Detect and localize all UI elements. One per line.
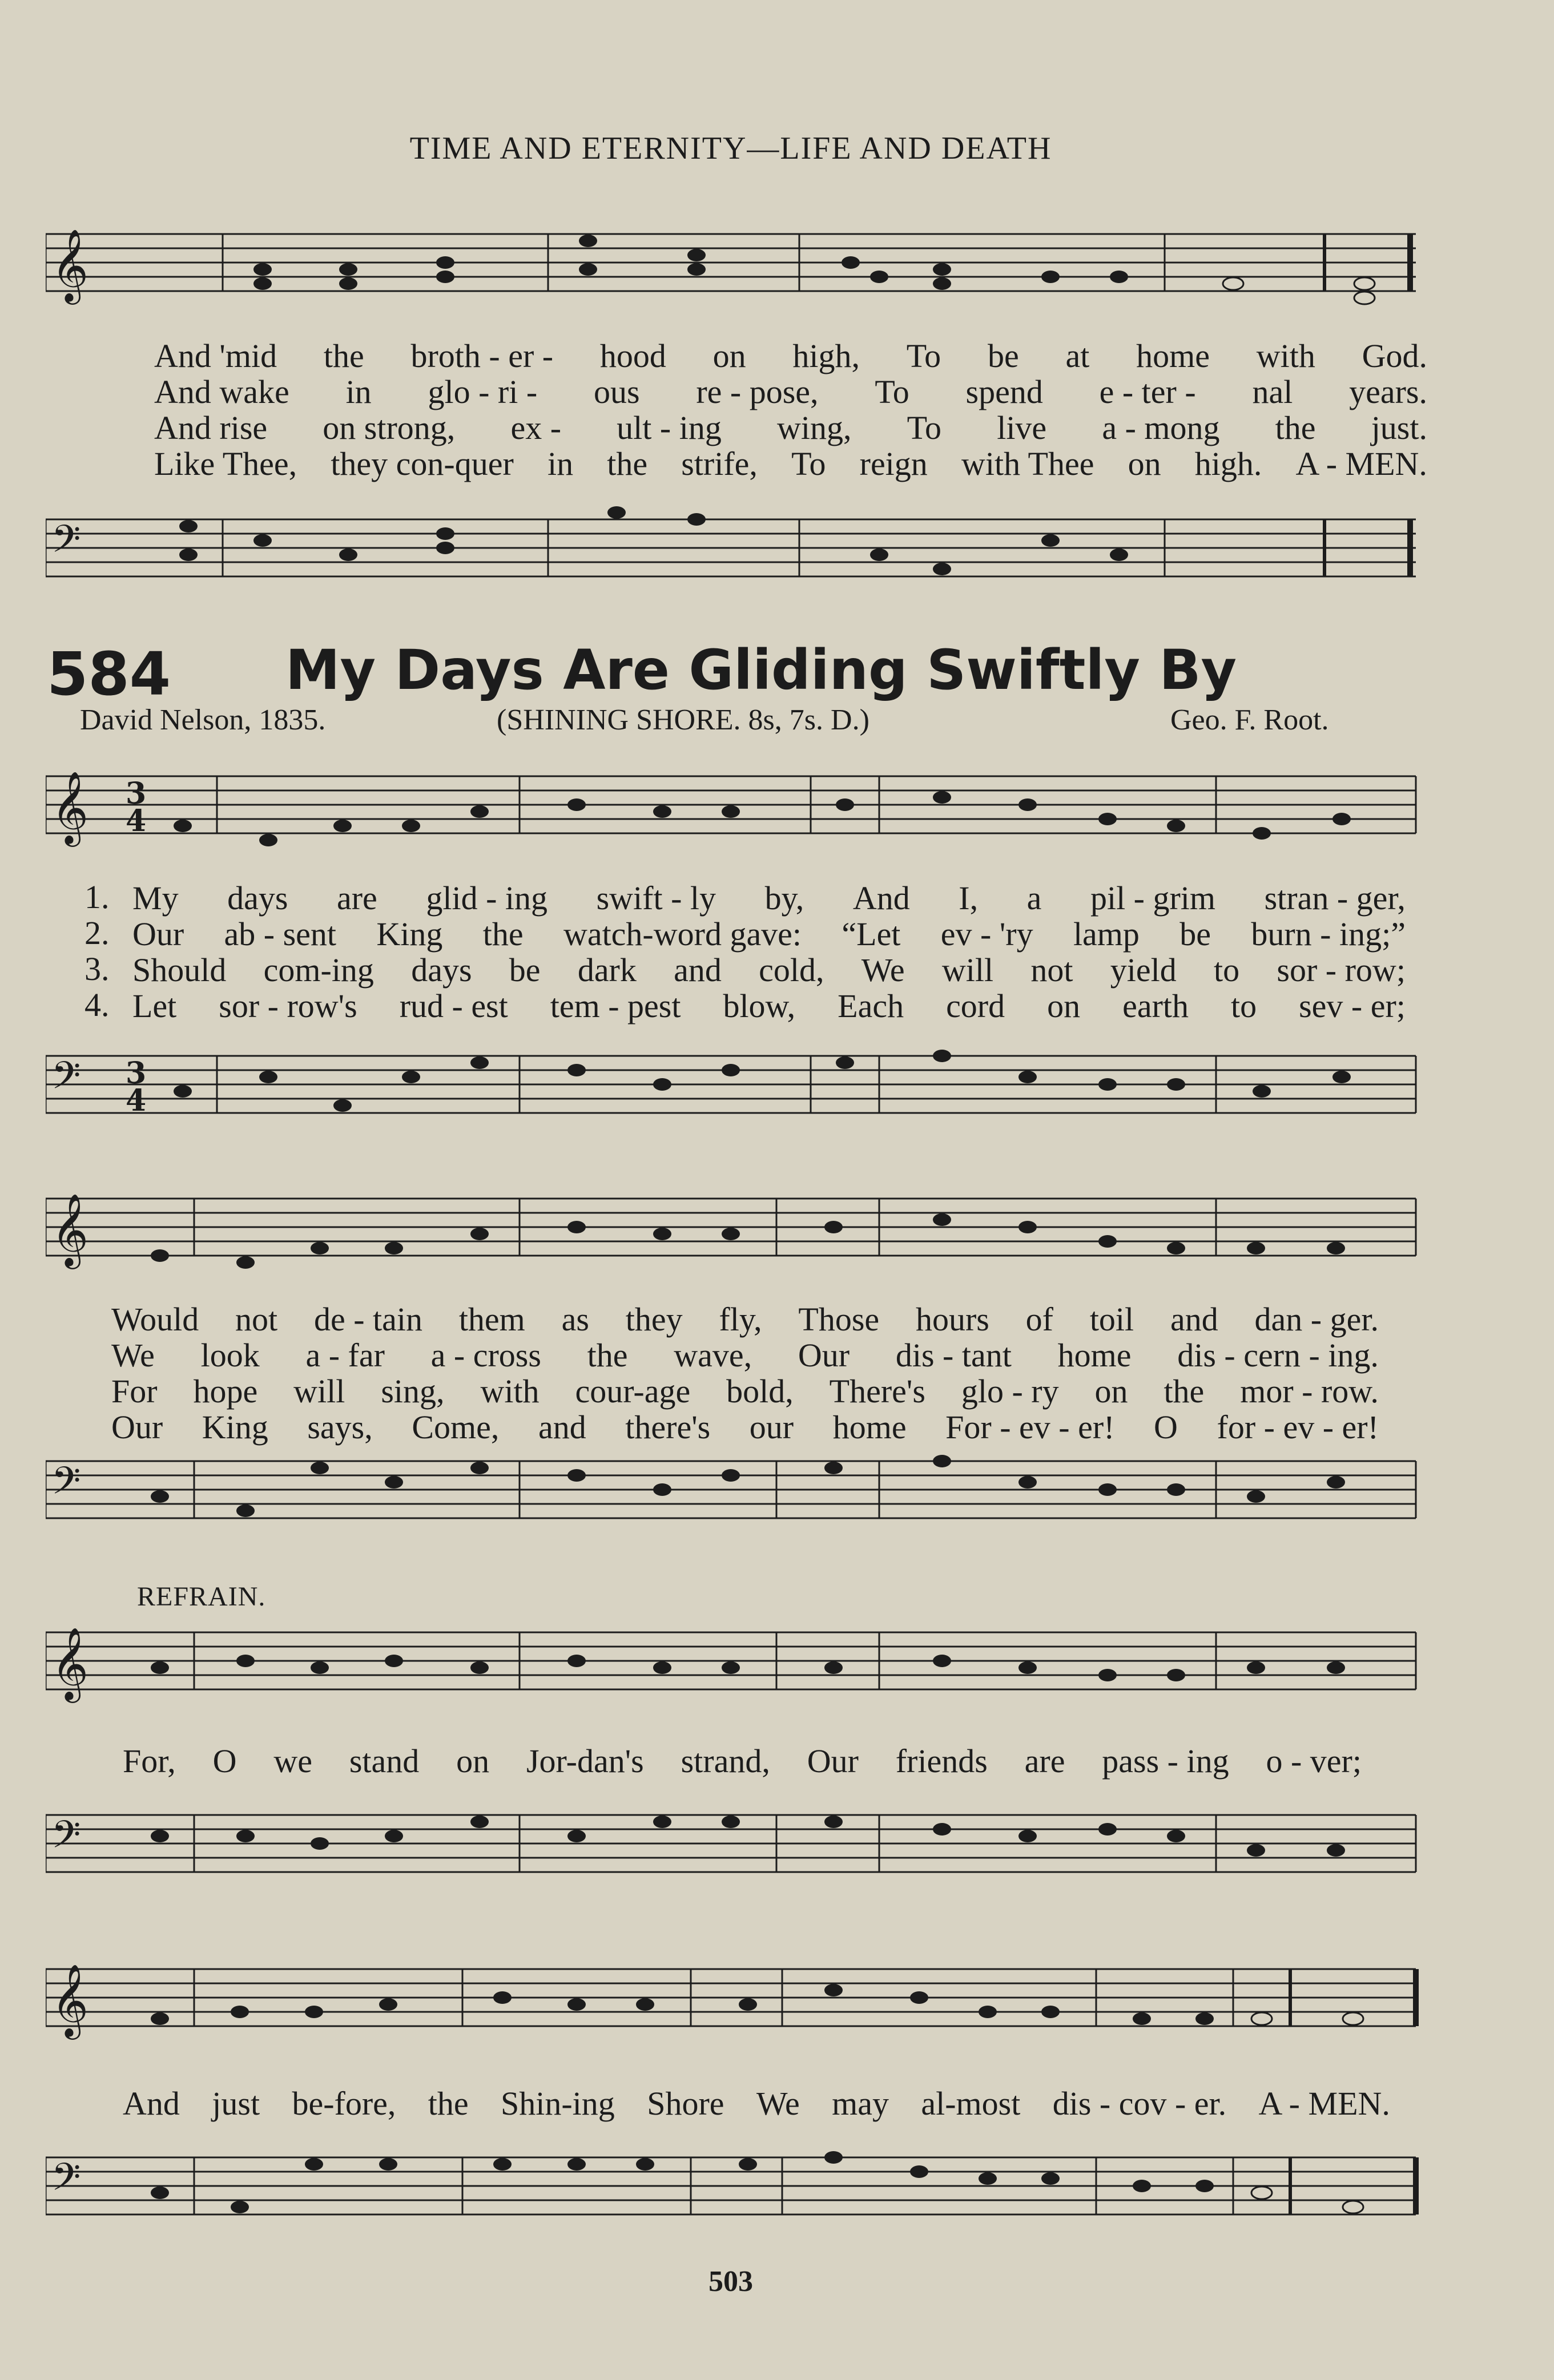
lyric-word: our	[749, 1409, 794, 1446]
lyric-word: I,	[959, 880, 979, 917]
lyric-word: cour-age	[575, 1373, 691, 1410]
refrain-bass-svg-1	[46, 1792, 1427, 1906]
svg-text:𝄞: 𝄞	[51, 1963, 89, 2036]
lyric-word: in	[547, 445, 574, 482]
lyric-word: the	[323, 337, 364, 374]
lyric-word: Our	[132, 915, 184, 953]
lyric-word: a	[1026, 880, 1042, 917]
lyric-word: Shin-ing	[501, 2085, 615, 2122]
svg-text:4: 4	[126, 1083, 147, 1118]
lyric-word: and	[674, 951, 722, 989]
lyric-word: look	[200, 1337, 260, 1374]
lyric-word: a - cross	[430, 1337, 541, 1374]
verse-3-line-b	[111, 1372, 1379, 1408]
lyric-word: And	[123, 2085, 180, 2122]
prev-hymn-lyrics	[154, 337, 1427, 481]
lyric-word: we	[273, 1742, 312, 1780]
lyric-word: reign	[859, 445, 928, 482]
prev-lyric-line-2	[154, 373, 1427, 409]
lyric-word: yield	[1110, 951, 1177, 989]
verse-number: 2.	[84, 914, 110, 951]
svg-text:𝄞: 𝄞	[51, 1193, 89, 1266]
lyric-word: at	[1065, 337, 1090, 374]
lyric-word: O	[1154, 1409, 1178, 1446]
lyric-word: as	[561, 1301, 589, 1338]
svg-text:𝄞: 𝄞	[51, 1627, 89, 1700]
lyric-word: on strong,	[323, 409, 456, 446]
hymn-number: 584	[47, 639, 171, 709]
system1-bass-svg	[46, 1033, 1427, 1153]
lyric-word: be	[987, 337, 1019, 374]
lyric-word: be-fore,	[292, 2085, 396, 2122]
lyric-word: Each	[838, 987, 904, 1024]
lyric-word: on	[456, 1742, 490, 1780]
lyric-word: Shore	[647, 2085, 724, 2122]
lyric-word: e - ter -	[1099, 373, 1196, 410]
lyric-word: just	[212, 2085, 260, 2122]
lyric-word: they con-quer	[331, 445, 514, 482]
prev-lyric-line-3	[154, 409, 1427, 445]
lyric-word: cord	[946, 987, 1005, 1024]
lyric-word: hope	[193, 1373, 258, 1410]
lyric-word: not	[1030, 951, 1073, 989]
lyric-word: the	[428, 2085, 469, 2122]
prev-treble-staff	[46, 223, 1427, 320]
system2-lyrics	[111, 1300, 1379, 1444]
svg-text:𝄢: 𝄢	[51, 1459, 81, 1512]
lyric-word: a - far	[305, 1337, 385, 1374]
lyric-word: watch-word gave:	[563, 915, 802, 953]
lyric-word: And rise	[154, 409, 268, 446]
lyric-word: will	[293, 1373, 345, 1410]
lyric-word: on	[1047, 987, 1081, 1024]
lyric-word: swift - ly	[596, 880, 716, 917]
lyric-word: For	[111, 1373, 158, 1410]
verse-number: 1.	[84, 878, 110, 915]
lyric-word: days	[411, 951, 472, 989]
lyric-word: strand,	[681, 1742, 770, 1780]
hymn-title: My Days Are Gliding Swiftly By	[285, 638, 1237, 702]
lyric-word: sor - row;	[1277, 951, 1406, 989]
lyric-word: And 'mid	[154, 337, 277, 374]
lyric-word: tem - pest	[550, 987, 681, 1024]
lyric-word: of	[1025, 1301, 1053, 1338]
lyric-word: them	[458, 1301, 525, 1338]
svg-text:3: 3	[126, 776, 147, 811]
refrain-label: REFRAIN.	[137, 1582, 266, 1612]
lyric-word: We	[756, 2085, 800, 2122]
lyric-word: de - tain	[313, 1301, 422, 1338]
lyric-word: be	[1179, 915, 1211, 953]
lyric-word: And wake	[154, 373, 289, 410]
lyric-word: lamp	[1073, 915, 1140, 953]
lyric-word: pass - ing	[1102, 1742, 1229, 1780]
system2-treble-staff	[46, 1181, 1427, 1284]
lyric-word: the	[587, 1337, 628, 1374]
lyric-word: will	[941, 951, 994, 989]
lyric-word: dis - cern - ing.	[1177, 1337, 1379, 1374]
refrain-treble-svg-2	[46, 1952, 1427, 2055]
lyric-word: with Thee	[961, 445, 1094, 482]
lyric-word: high.	[1194, 445, 1262, 482]
page-number: 503	[708, 2265, 753, 2298]
lyric-word: to	[1231, 987, 1257, 1024]
system1-treble-svg	[46, 759, 1427, 862]
lyric-word: Jor-dan's	[526, 1742, 644, 1780]
lyric-word: there's	[625, 1409, 711, 1446]
system1-bass-staff	[46, 1033, 1427, 1153]
lyric-word: by,	[764, 880, 804, 917]
lyric-word: For - ev - er!	[945, 1409, 1115, 1446]
lyric-word: And	[852, 880, 910, 917]
svg-text:𝄢: 𝄢	[51, 517, 81, 570]
lyric-word: To	[906, 337, 941, 374]
lyric-word: To	[791, 445, 826, 482]
prev-treble-staff-svg	[46, 223, 1427, 320]
lyric-word: fly,	[719, 1301, 762, 1338]
svg-text:𝄞: 𝄞	[51, 228, 89, 301]
refrain-treble-staff-2	[46, 1952, 1427, 2055]
lyric-word: sor - row's	[219, 987, 357, 1024]
svg-text:𝄢: 𝄢	[51, 2155, 81, 2208]
lyric-word: God.	[1362, 337, 1427, 374]
lyric-word: blow,	[723, 987, 796, 1024]
lyric-word: sev - er;	[1299, 987, 1406, 1024]
hymn-composer: Geo. F. Root.	[1170, 704, 1329, 736]
refrain-lyrics-2	[123, 2084, 1390, 2123]
lyric-word: rud - est	[399, 987, 508, 1024]
lyric-word: Should	[132, 951, 227, 989]
lyric-word: al-most	[921, 2085, 1021, 2122]
lyric-word: King	[202, 1409, 268, 1446]
lyric-word: Come,	[412, 1409, 500, 1446]
lyric-word: live	[997, 409, 1047, 446]
tune-name: (SHINING SHORE. 8s, 7s. D.)	[497, 704, 869, 736]
svg-text:4: 4	[126, 804, 147, 838]
lyric-word: the	[1164, 1373, 1205, 1410]
lyric-word: in	[345, 373, 372, 410]
lyric-word: friends	[895, 1742, 988, 1780]
system2-bass-svg	[46, 1438, 1427, 1558]
hymn-author: David Nelson, 1835.	[80, 704, 326, 736]
system1-treble-staff	[46, 759, 1427, 862]
lyric-word: dis - cov - er.	[1052, 2085, 1227, 2122]
lyric-word: bold,	[726, 1373, 794, 1410]
lyric-word: To	[875, 373, 909, 410]
lyric-word: to	[1214, 951, 1240, 989]
lyric-word: re - pose,	[696, 373, 819, 410]
lyric-word: wing,	[777, 409, 852, 446]
lyric-word: glo - ri -	[428, 373, 538, 410]
lyric-word: ous	[593, 373, 640, 410]
lyric-word: To	[907, 409, 942, 446]
lyric-word: Let	[132, 987, 177, 1024]
refrain-bass-staff-2	[46, 2135, 1427, 2249]
lyric-word: says,	[307, 1409, 373, 1446]
lyric-word: the	[607, 445, 648, 482]
lyric-word: Our	[798, 1337, 850, 1374]
lyric-word: and	[1170, 1301, 1218, 1338]
lyric-word: be	[509, 951, 541, 989]
lyric-word: stand	[349, 1742, 420, 1780]
lyric-word: for - ev - er!	[1217, 1409, 1379, 1446]
lyric-word: years.	[1349, 373, 1427, 410]
lyric-word: are	[337, 880, 377, 917]
lyric-word: dark	[577, 951, 637, 989]
lyric-word: o - ver;	[1266, 1742, 1362, 1780]
prev-bass-staff	[46, 502, 1427, 599]
lyric-word: dan - ger.	[1254, 1301, 1379, 1338]
lyric-word: with	[480, 1373, 540, 1410]
lyric-word: For,	[123, 1742, 176, 1780]
lyric-word: and	[538, 1409, 586, 1446]
lyric-word: mor - row.	[1240, 1373, 1379, 1410]
lyric-word: a - mong	[1102, 409, 1220, 446]
svg-text:3: 3	[126, 1056, 147, 1091]
verse-1-line-a	[132, 879, 1406, 915]
lyric-word: stran - ger,	[1264, 880, 1406, 917]
verse-number: 4.	[84, 986, 110, 1023]
lyric-word: they	[625, 1301, 683, 1338]
lyric-word: with	[1256, 337, 1315, 374]
lyric-word: on	[712, 337, 746, 374]
lyric-word: home	[1136, 337, 1210, 374]
running-head: TIME AND ETERNITY—LIFE AND DEATH	[409, 131, 1052, 166]
prev-bass-staff-svg	[46, 502, 1427, 599]
lyric-word: We	[111, 1337, 155, 1374]
system2-bass-staff	[46, 1438, 1427, 1558]
lyric-word: King	[376, 915, 443, 953]
lyric-word: the	[1275, 409, 1316, 446]
lyric-word: wave,	[674, 1337, 752, 1374]
lyric-word: are	[1024, 1742, 1065, 1780]
lyric-word: ult - ing	[617, 409, 722, 446]
lyric-word: We	[861, 951, 905, 989]
lyric-word: My	[132, 880, 179, 917]
lyric-word: ex -	[510, 409, 562, 446]
system1-lyrics	[132, 879, 1406, 1023]
lyric-word: Those	[798, 1301, 880, 1338]
refrain-treble-staff-1	[46, 1615, 1427, 1718]
lyric-word: not	[235, 1301, 278, 1338]
lyric-word: just.	[1371, 409, 1427, 446]
lyric-word: spend	[965, 373, 1043, 410]
verse-4-line-a	[132, 987, 1406, 1023]
prev-lyric-line-4	[154, 445, 1427, 481]
lyric-word: There's	[829, 1373, 925, 1410]
lyric-word: nal	[1252, 373, 1293, 410]
lyric-word: A - MEN.	[1258, 2085, 1390, 2122]
lyric-word: hood	[599, 337, 666, 374]
lyric-word: A - MEN.	[1295, 445, 1427, 482]
svg-text:𝄢: 𝄢	[51, 1813, 81, 1866]
lyric-word: com-ing	[263, 951, 374, 989]
lyric-word: on	[1094, 1373, 1128, 1410]
lyric-word: ev - 'ry	[940, 915, 1033, 953]
lyric-word: pil - grim	[1090, 880, 1216, 917]
lyric-word: hours	[915, 1301, 989, 1338]
lyric-word: Our	[807, 1742, 859, 1780]
lyric-word: glid - ing	[426, 880, 548, 917]
lyric-word: may	[832, 2085, 889, 2122]
lyric-word: Our	[111, 1409, 163, 1446]
verse-1-line-b	[111, 1300, 1379, 1336]
lyric-word: sing,	[381, 1373, 445, 1410]
refrain-lyrics-1	[123, 1742, 1362, 1780]
lyric-word: on	[1128, 445, 1161, 482]
refrain-bass-staff-1	[46, 1792, 1427, 1906]
system2-treble-svg	[46, 1181, 1427, 1284]
verse-2-line-b	[111, 1336, 1379, 1372]
lyric-word: home	[1057, 1337, 1132, 1374]
refrain-treble-svg-1	[46, 1615, 1427, 1718]
lyric-word: “Let	[842, 915, 901, 953]
lyric-word: O	[212, 1742, 237, 1780]
lyric-word: the	[482, 915, 524, 953]
lyric-word: Like Thee,	[154, 445, 297, 482]
svg-text:𝄢: 𝄢	[51, 1054, 81, 1107]
lyric-word: Would	[111, 1301, 199, 1338]
lyric-word: earth	[1122, 987, 1189, 1024]
lyric-word: cold,	[759, 951, 824, 989]
svg-text:𝄞: 𝄞	[51, 771, 89, 844]
lyric-word: toil	[1089, 1301, 1134, 1338]
lyric-word: dis - tant	[895, 1337, 1012, 1374]
lyric-word: burn - ing;”	[1251, 915, 1406, 953]
verse-number: 3.	[84, 950, 110, 987]
lyric-word: glo - ry	[961, 1373, 1059, 1410]
lyric-word: strife,	[681, 445, 758, 482]
verse-3-line-a	[132, 951, 1406, 987]
lyric-word: broth - er -	[410, 337, 554, 374]
lyric-word: high,	[792, 337, 860, 374]
verse-2-line-a	[132, 915, 1406, 951]
lyric-word: days	[227, 880, 288, 917]
verse-numbers	[84, 879, 110, 1023]
refrain-bass-svg-2	[46, 2135, 1427, 2249]
lyric-word: ab - sent	[224, 915, 337, 953]
lyric-word: home	[832, 1409, 907, 1446]
prev-lyric-line-1	[154, 337, 1427, 373]
